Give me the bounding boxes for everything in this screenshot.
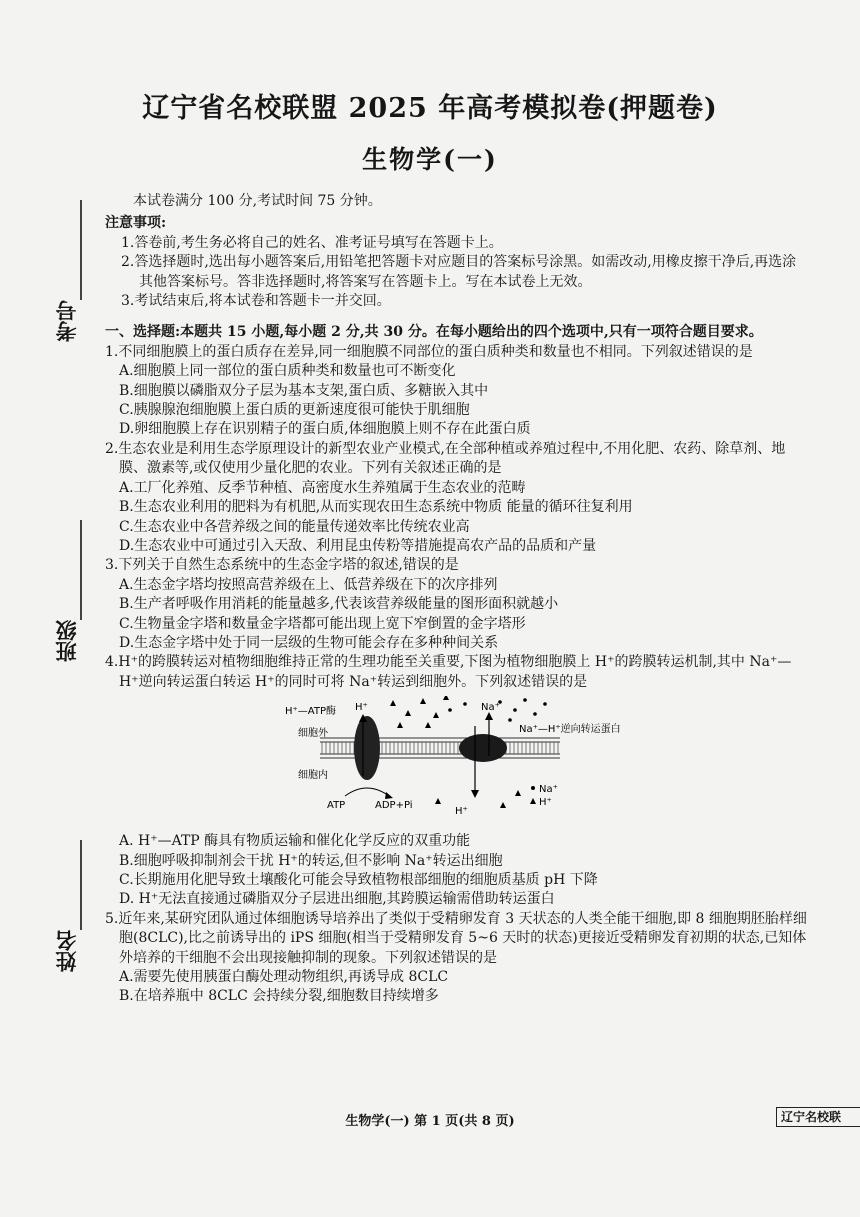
question-2-stem: 2.生态农业是利用生态学原理设计的新型农业产业模式,在全部种植或养殖过程中,不用化肥、农药、除草剂、地膜、激素等,或仅使用少量化肥的农业。下列有关叙述正确的是 (105, 440, 786, 477)
label-inside: 细胞内 (298, 770, 328, 782)
question-2-option-d: D.生态农业中可通过引入天敌、利用昆虫传粉等措施提高农产品的品质和产量 (119, 537, 597, 554)
legend-na: Na⁺ (539, 784, 558, 796)
question-4-option-c: C.长期施用化肥导致土壤酸化可能会导致植物根部细胞的细胞质基质 pH 下降 (119, 871, 598, 888)
atp-arrowhead (385, 792, 393, 799)
label-adp: ADP+Pi (375, 800, 413, 812)
legend-h: H⁺ (539, 797, 552, 809)
question-3-option-d: D.生态金字塔中处于同一层级的生物可能会存在多种种间关系 (119, 634, 499, 651)
na-out-arrowhead (485, 712, 493, 720)
label-outside: 细胞外 (298, 728, 328, 740)
name-line (80, 840, 82, 930)
question-4-option-b: B.细胞呼吸抑制剂会干扰 H⁺的转运,但不影响 Na⁺转运出细胞 (119, 852, 503, 869)
class-line (80, 520, 82, 620)
question-5-stem: 5.近年来,某研究团队通过体细胞诱导培养出了类似于受精卵发育 3 天状态的人类全能干细胞,即 8 细胞期胚胎样细胞(8CLC),比之前诱导出的 iPS 细胞(相当于受精卵发育 5~6 天时的状态)更接近受精卵发育初期的状态,已知体外培养的干细胞不会出现接触抑制的现象。下列叙述错误的是 (105, 910, 807, 966)
page-footer: 生物学(一) 第 1 页(共 8 页) (345, 1114, 515, 1129)
question-2-option-b: B.生态农业利用的肥料为有机肥,从而实现农田生态系统中物质 能量的循环往复利用 (119, 499, 633, 516)
question-5-option-a: A.需要先使用胰蛋白酶处理动物组织,再诱导成 8CLC (119, 969, 449, 985)
question-4-stem: 4.H⁺的跨膜转运对植物细胞维持正常的生理功能至关重要,下图为植物细胞膜上 H⁺的跨膜转运机制,其中 Na⁺—H⁺逆向转运蛋白转运 H⁺的同时可将 Na⁺转运到细胞外。下列叙述错误的是 (105, 654, 792, 690)
notes-heading: 注意事项: (105, 215, 167, 232)
legend-h-triangle (530, 798, 536, 804)
note-item: 3.考试结束后,将本试卷和答题卡一并交回。 (121, 293, 391, 310)
na-h-antiporter (459, 734, 507, 762)
question-3-option-a: A.生态金字塔均按照高营养级在上、低营养级在下的次序排列 (119, 576, 498, 593)
question-5-option-b: B.在培养瓶中 8CLC 会持续分裂,细胞数目持续增多 (119, 988, 439, 1005)
question-1-option-c: C.胰腺腺泡细胞膜上蛋白质的更新速度很可能快于肌细胞 (119, 402, 470, 419)
h-in-arrowhead (471, 790, 479, 798)
exam-no-line (80, 200, 82, 300)
label-h-bottom: H⁺ (455, 806, 468, 818)
label-h-atpase: H⁺—ATP酶 (285, 706, 337, 718)
legend-na-dot (531, 786, 535, 790)
note-item: 2.答选择题时,选出每小题答案后,用铅笔把答题卡对应题目的答案标号涂黑。如需改动,用橡皮擦干净后,再选涂其他答案标号。答非选择题时,将答案写在答题卡上。写在本试卷上无效。 (121, 254, 797, 290)
question-1-option-b: B.细胞膜以磷脂双分子层为基本支架,蛋白质、多糖嵌入其中 (119, 382, 489, 399)
h-ions-inside (435, 790, 521, 808)
label-na-top: Na⁺ (481, 702, 500, 714)
page-title: 辽宁省名校联盟 2025 年高考模拟卷(押题卷) (142, 93, 718, 124)
question-2-option-c: C.生态农业中各营养级之间的能量传递效率比传统农业高 (119, 518, 470, 535)
question-1-option-d: D.卵细胞膜上存在识别精子的蛋白质,体细胞膜上则不存在此蛋白质 (119, 421, 531, 438)
question-4-option-a: A. H⁺—ATP 酶具有物质运输和催化化学反应的双重功能 (119, 833, 471, 850)
school-stamp: 辽宁名校联 (776, 1107, 860, 1127)
question-3-option-b: B.生产者呼吸作用消耗的能量越多,代表该营养级能量的图形面积就越小 (119, 596, 559, 613)
note-item: 1.答卷前,考生务必将自己的姓名、准考证号填写在答题卡上。 (121, 234, 503, 251)
atp-hydrolysis-arrow (345, 788, 389, 796)
membrane-figure (105, 696, 810, 826)
label-atp: ATP (327, 800, 346, 812)
membrane-transport-diagram (105, 696, 810, 826)
page-subtitle: 生物学(一) (362, 145, 498, 174)
h-atpase-protein (354, 716, 380, 780)
h-ions-outside (390, 696, 449, 728)
exam-content (105, 192, 810, 1007)
question-1-option-a: A.细胞膜上同一部位的蛋白质种类和数量也可不断变化 (119, 363, 456, 380)
label-antiporter: Na⁺—H⁺逆向转运蛋白 (519, 724, 621, 736)
question-3-option-c: C.生物量金字塔和数量金字塔都可能出现上宽下窄倒置的金字塔形 (119, 615, 526, 632)
question-1-stem: 1.不同细胞膜上的蛋白质存在差异,同一细胞膜不同部位的蛋白质种类和数量也不相同。下列叙述错误的是 (105, 343, 753, 360)
section-heading: 一、选择题:本题共 15 小题,每小题 2 分,共 30 分。在每小题给出的四个选项中,只有一项符合题目要求。 (105, 324, 763, 341)
question-3-stem: 3.下列关于自然生态系统中的生态金字塔的叙述,错误的是 (105, 557, 459, 574)
label-h-top: H⁺ (355, 702, 368, 714)
question-2-option-a: A.工厂化养殖、反季节种植、高密度水生养殖属于生态农业的范畴 (119, 479, 526, 496)
question-4-option-d: D. H⁺无法直接通过磷脂双分子层进出细胞,其跨膜运输需借助转运蛋白 (119, 891, 555, 908)
side-label-exam-no: 考号 (54, 300, 79, 342)
intro-text: 本试卷满分 100 分,考试时间 75 分钟。 (133, 193, 382, 209)
side-label-name: 姓名 (54, 930, 79, 972)
side-label-class: 班级 (54, 620, 79, 662)
